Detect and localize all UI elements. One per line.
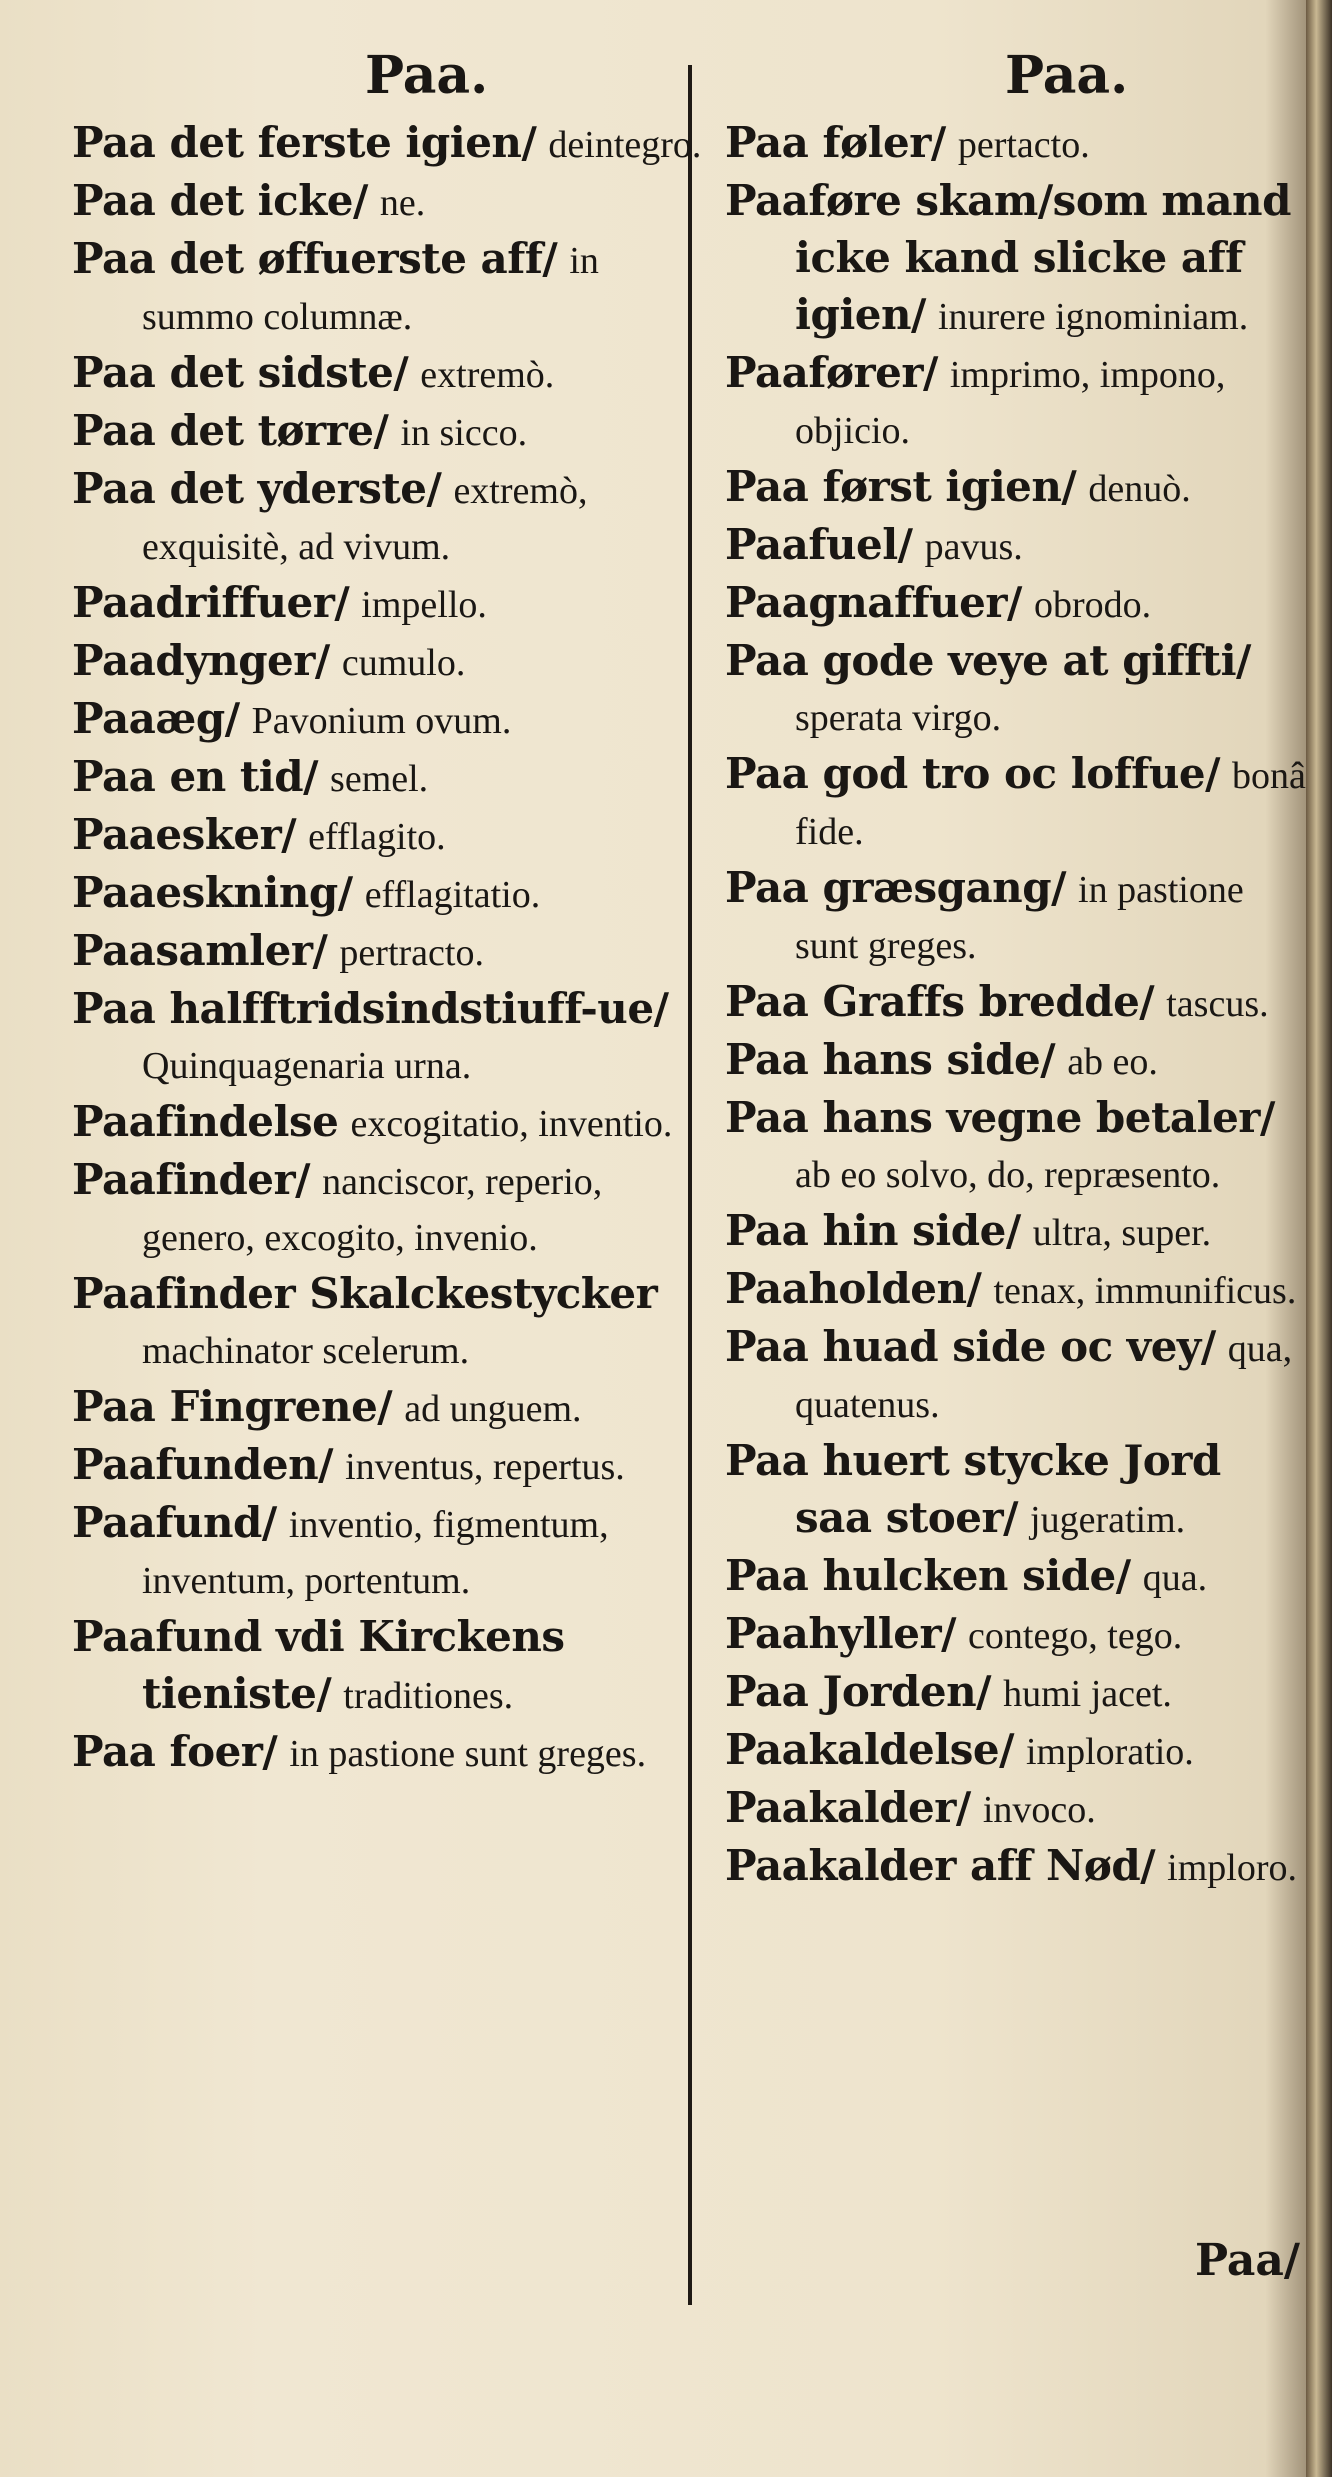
- entry-headword: Paafuel/: [725, 520, 913, 569]
- entry-headword: Paaesker/: [72, 810, 297, 859]
- entry-headword: Paa først igien/: [725, 462, 1077, 511]
- entry-gloss: bonâ fide.: [795, 755, 1306, 853]
- entry-gloss: cumulo.: [341, 642, 466, 684]
- entry-headword: Paafindelse: [72, 1097, 339, 1146]
- entry-gloss: excogitatio, inventio.: [350, 1103, 673, 1145]
- entry-gloss: inurere ignominiam.: [937, 296, 1249, 338]
- dictionary-entry: [72, 173, 712, 231]
- dictionary-entry: [725, 1664, 1310, 1722]
- dictionary-entry: [72, 691, 712, 749]
- entry-gloss: jugeratim.: [1030, 1499, 1186, 1541]
- entry-gloss: imploro.: [1167, 1847, 1297, 1889]
- entry-gloss: tenax, immunificus.: [993, 1270, 1297, 1312]
- entry-headword: Paa hulcken side/: [725, 1551, 1131, 1600]
- entry-headword: Paaholden/: [725, 1264, 982, 1313]
- entry-headword: Paa hin side/: [725, 1206, 1021, 1255]
- dictionary-entry: [725, 860, 1310, 974]
- entry-headword: Paakaldelse/: [725, 1725, 1014, 1774]
- entry-gloss: ad unguem.: [404, 1388, 582, 1430]
- dictionary-entry: [725, 1548, 1310, 1606]
- entry-headword: Paa det sidste/: [72, 348, 409, 397]
- entry-headword: Paa halfftridsindstiuff-ue/: [72, 984, 669, 1033]
- entry-gloss: impello.: [361, 584, 487, 626]
- dictionary-entry: [725, 1032, 1310, 1090]
- entry-headword: Paakalder aff Nød/: [725, 1841, 1156, 1890]
- right-column: [725, 115, 1310, 1896]
- entry-gloss: efflagitatio.: [364, 874, 541, 916]
- entry-headword: Paa god tro oc loffue/: [725, 749, 1220, 798]
- entry-gloss: pertacto.: [957, 124, 1090, 166]
- catchword: Paa/: [1195, 2235, 1300, 2286]
- entry-gloss: ab eo.: [1067, 1041, 1158, 1083]
- dictionary-entry: [725, 1090, 1310, 1203]
- dictionary-entry: [725, 459, 1310, 517]
- entry-gloss: qua, quatenus.: [795, 1328, 1293, 1426]
- entry-gloss: Pavonium ovum.: [251, 700, 512, 742]
- dictionary-entry: [725, 345, 1310, 459]
- entry-headword: Paa det tørre/: [72, 406, 389, 455]
- entry-headword: Paaeskning/: [72, 868, 353, 917]
- dictionary-entry: [72, 1094, 712, 1152]
- entry-gloss: pertracto.: [339, 932, 484, 974]
- entry-headword: Paafund/: [72, 1498, 277, 1547]
- dictionary-entry: [72, 461, 712, 575]
- dictionary-entry: [725, 746, 1310, 860]
- entry-gloss: extremò, exquisitè, ad vivum.: [142, 470, 588, 568]
- entry-gloss: denuò.: [1088, 468, 1191, 510]
- dictionary-entry: [72, 1724, 712, 1782]
- entry-gloss: obrodo.: [1033, 584, 1152, 626]
- dictionary-entry: [725, 1722, 1310, 1780]
- dictionary-entry: [72, 1437, 712, 1495]
- entry-gloss: nanciscor, reperio, genero, excogito, invenio.: [142, 1161, 603, 1259]
- entry-gloss: in summo columnæ.: [142, 240, 599, 338]
- entry-headword: Paafunden/: [72, 1440, 333, 1489]
- dictionary-entry: [72, 981, 712, 1094]
- entry-headword: Paafører/: [725, 348, 938, 397]
- entry-gloss: deintegro.: [548, 124, 702, 166]
- entry-headword: Paa hans side/: [725, 1035, 1056, 1084]
- entry-headword: Paa huert stycke Jord saa stoer/: [725, 1436, 1221, 1542]
- dictionary-entry: [725, 1780, 1310, 1838]
- entry-gloss: efflagito.: [308, 816, 446, 858]
- entry-headword: Paa Jorden/: [725, 1667, 991, 1716]
- entry-headword: Paafinder/: [72, 1155, 310, 1204]
- entry-headword: Paaæg/: [72, 694, 240, 743]
- entry-gloss: inventio, figmentum, inventum, portentum.: [142, 1504, 609, 1602]
- dictionary-entry: [72, 115, 712, 173]
- dictionary-entry: [725, 173, 1310, 345]
- entry-gloss: inventus, repertus.: [345, 1446, 625, 1488]
- running-head-left: Paa.: [365, 45, 489, 106]
- entry-gloss: in sicco.: [400, 412, 528, 454]
- dictionary-entry: [72, 1495, 712, 1609]
- entry-gloss: qua.: [1142, 1557, 1208, 1599]
- entry-headword: Paa Fingrene/: [72, 1382, 393, 1431]
- entry-headword: Paa Graffs bredde/: [725, 977, 1155, 1026]
- dictionary-entry: [72, 1266, 712, 1379]
- entry-gloss: ab eo solvo, do, repræsento.: [795, 1154, 1221, 1196]
- dictionary-entry: [72, 749, 712, 807]
- dictionary-entry: [72, 575, 712, 633]
- entry-gloss: invoco.: [982, 1789, 1096, 1831]
- entry-headword: Paafund vdi Kirckens tieniste/: [72, 1612, 565, 1718]
- entry-headword: Paa foer/: [72, 1727, 278, 1776]
- dictionary-entry: [72, 345, 712, 403]
- dictionary-entry: [72, 231, 712, 345]
- entry-gloss: imprimo, impono, objicio.: [795, 354, 1226, 452]
- entry-headword: Paa græsgang/: [725, 863, 1066, 912]
- entry-headword: Paa en tid/: [72, 752, 318, 801]
- dictionary-entry: [725, 974, 1310, 1032]
- dictionary-entry: [725, 1203, 1310, 1261]
- entry-gloss: contego, tego.: [968, 1615, 1183, 1657]
- entry-headword: Paagnaffuer/: [725, 578, 1022, 627]
- entry-gloss: traditiones.: [343, 1675, 514, 1717]
- entry-headword: Paa føler/: [725, 118, 946, 167]
- entry-gloss: humi jacet.: [1003, 1673, 1172, 1715]
- entry-headword: Paa det øffuerste aff/: [72, 234, 558, 283]
- dictionary-entry: [725, 1606, 1310, 1664]
- dictionary-entry: [725, 1261, 1310, 1319]
- entry-headword: Paa huad side oc vey/: [725, 1322, 1216, 1371]
- entry-gloss: tascus.: [1166, 983, 1269, 1025]
- entry-gloss: ne.: [379, 182, 426, 224]
- dictionary-entry: [72, 1379, 712, 1437]
- entry-headword: Paa hans vegne betaler/: [725, 1093, 1275, 1142]
- dictionary-entry: [72, 807, 712, 865]
- dictionary-entry: [72, 403, 712, 461]
- entry-gloss: in pastione sunt greges.: [795, 869, 1244, 967]
- dictionary-entry: [725, 575, 1310, 633]
- entry-gloss: pavus.: [924, 526, 1023, 568]
- entry-headword: Paadynger/: [72, 636, 330, 685]
- entry-gloss: machinator scelerum.: [142, 1330, 470, 1372]
- entry-gloss: sperata virgo.: [795, 697, 1002, 739]
- dictionary-entry: [725, 1319, 1310, 1433]
- dictionary-entry: [725, 115, 1310, 173]
- dictionary-entry: [72, 1609, 712, 1724]
- dictionary-entry: [72, 923, 712, 981]
- dictionary-entry: [725, 633, 1310, 746]
- entry-headword: Paafinder Skalckestycker: [72, 1269, 658, 1318]
- entry-headword: Paasamler/: [72, 926, 328, 975]
- dictionary-entry: [725, 1838, 1310, 1896]
- entry-headword: Paakalder/: [725, 1783, 971, 1832]
- entry-gloss: extremò.: [420, 354, 555, 396]
- dictionary-entry: [72, 1152, 712, 1266]
- entry-headword: Paa gode veye at giffti/: [725, 636, 1251, 685]
- dictionary-entry: [725, 1433, 1310, 1548]
- left-column: [72, 115, 712, 1782]
- entry-headword: Paa det icke/: [72, 176, 368, 225]
- dictionary-entry: [72, 865, 712, 923]
- dictionary-entry: [725, 517, 1310, 575]
- entry-headword: Paahyller/: [725, 1609, 956, 1658]
- entry-gloss: ultra, super.: [1032, 1212, 1212, 1254]
- entry-gloss: Quinquagenaria urna.: [142, 1045, 472, 1087]
- entry-headword: Paa det yderste/: [72, 464, 442, 513]
- entry-gloss: semel.: [330, 758, 429, 800]
- entry-headword: Paadriffuer/: [72, 578, 350, 627]
- entry-headword: Paa det ferste igien/: [72, 118, 537, 167]
- entry-gloss: in pastione sunt greges.: [289, 1733, 647, 1775]
- entry-gloss: imploratio.: [1026, 1731, 1194, 1773]
- running-head-right: Paa.: [1005, 45, 1129, 106]
- dictionary-entry: [72, 633, 712, 691]
- entry-headword: Paaføre skam/som mand icke kand slicke aff igien/: [725, 176, 1291, 339]
